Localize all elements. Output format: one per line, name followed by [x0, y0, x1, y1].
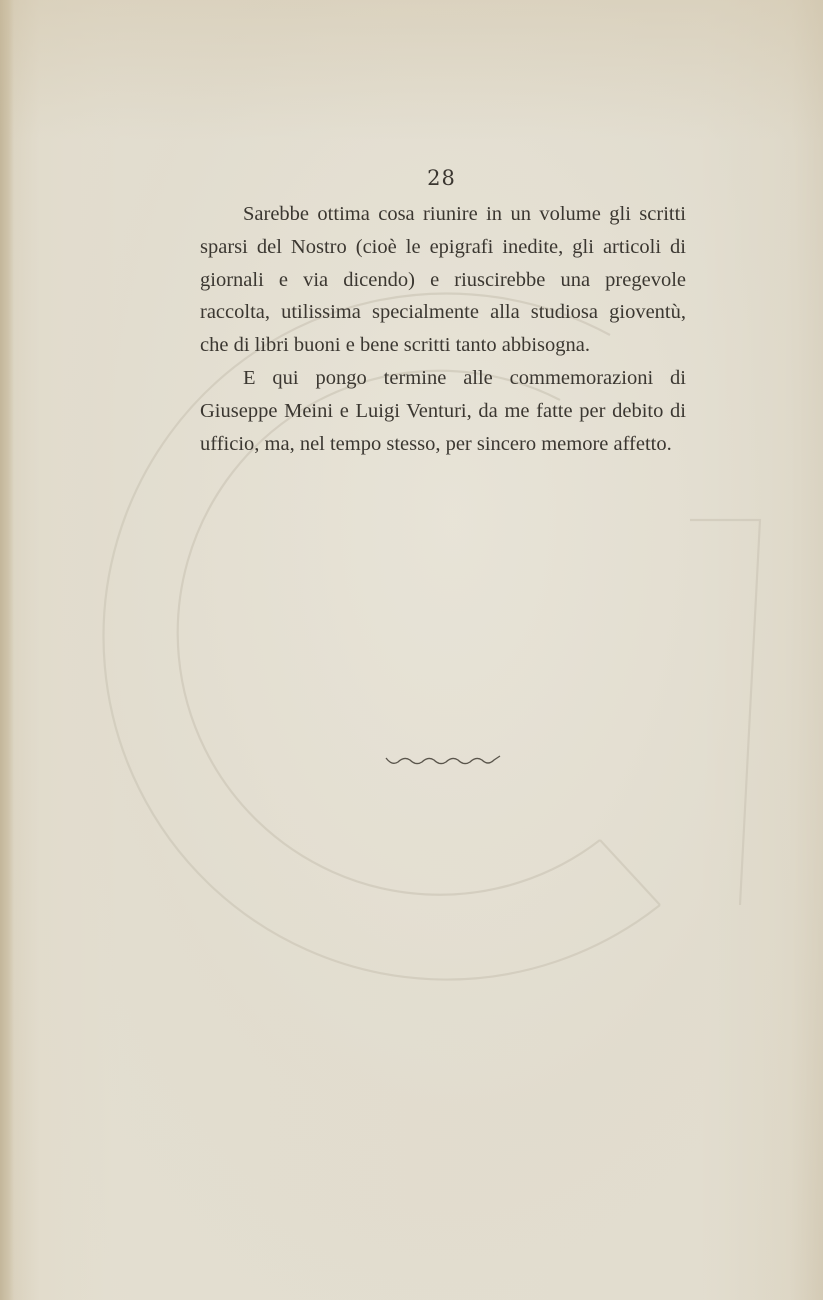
- ornament-squiggle-icon: [384, 754, 502, 770]
- body-text: [200, 198, 686, 460]
- page-number: 28: [427, 166, 456, 190]
- paragraph-2: E qui pongo termine alle commemorazioni di Giuseppe Meini e Luigi Venturi, da me fatte per debito di ufficio, ma, nel tempo stesso, per sincero memore affetto.: [200, 366, 686, 455]
- paragraph-1: Sarebbe ottima cosa riunire in un volume gli scritti sparsi del Nostro (cioè le epigrafi inedite, gli articoli di giornali e via dicendo) e riuscirebbe una pregevole raccolta, utilissima specialmente alla studiosa gioventù, che di libri buoni e bene scritti tanto abbisogna.: [200, 203, 686, 357]
